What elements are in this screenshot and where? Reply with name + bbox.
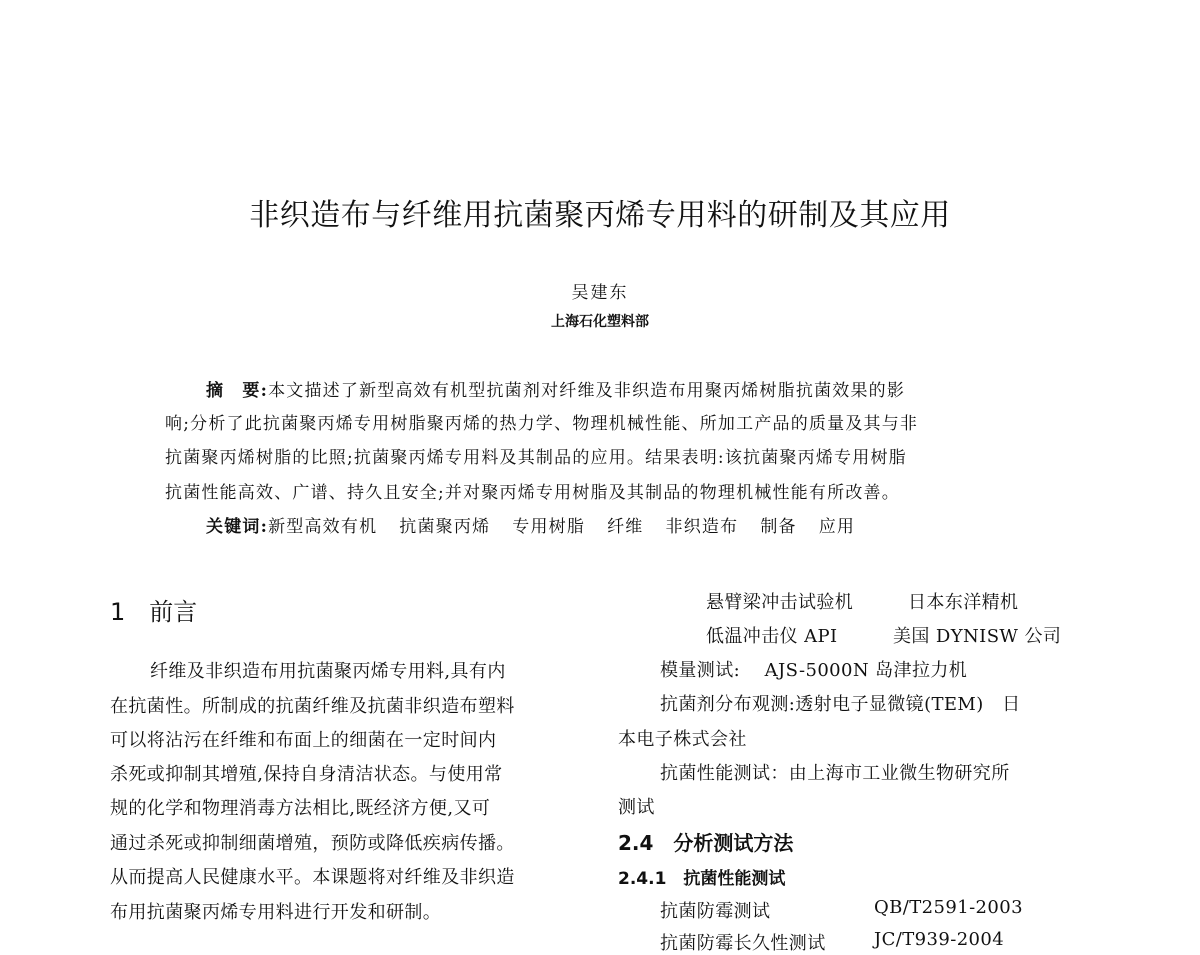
subsection-heading: 2.4 分析测试方法 — [618, 831, 794, 855]
author-affiliation: 上海石化塑料部 — [551, 314, 649, 330]
modulus-test: 模量测试: AJS-5000N 岛津拉力机 — [660, 660, 968, 681]
subsubsection-heading: 2.4.1 抗菌性能测试 — [618, 869, 786, 889]
test-name: 抗菌防霉长久性测试 — [660, 933, 826, 954]
paragraph-line: 可以将沾污在纤维和布面上的细菌在一定时间内 — [110, 730, 497, 751]
keyword: 专用树脂 — [512, 517, 586, 537]
keywords — [206, 512, 855, 537]
equipment-maker: 美国 DYNISW 公司 — [893, 626, 1062, 647]
keyword: 应用 — [818, 517, 856, 537]
abstract-line: 摘 要:本文描述了新型高效有机型抗菌剂对纤维及非织造布用聚丙烯树脂抗菌效果的影 — [206, 381, 906, 401]
keyword: 非织造布 — [665, 517, 739, 537]
test-standard: JC/T939-2004 — [874, 929, 1005, 950]
abstract-line: 抗菌聚丙烯树脂的比照;抗菌聚丙烯专用料及其制品的应用。结果表明:该抗菌聚丙烯专用树脂 — [165, 448, 907, 468]
paragraph-line: 测试 — [618, 797, 655, 818]
paragraph-line: 抗菌性能测试：由上海市工业微生物研究所 — [660, 763, 1010, 784]
paper-title: 非织造布与纤维用抗菌聚丙烯专用料的研制及其应用 — [249, 198, 951, 233]
abstract-label: 摘 要: — [206, 381, 269, 401]
equipment-name: 低温冲击仪 API — [706, 626, 838, 647]
keyword: 抗菌聚丙烯 — [399, 517, 491, 537]
paragraph-line: 杀死或抑制其增殖,保持自身清洁状态。与使用常 — [110, 764, 503, 785]
paragraph-line: 纤维及非织造布用抗菌聚丙烯专用料,具有内 — [150, 661, 506, 682]
paragraph-line: 从而提高人民健康水平。本课题将对纤维及非织造 — [110, 867, 515, 888]
section-heading: 1 前言 — [110, 598, 198, 626]
paragraph-line: 在抗菌性。所制成的抗菌纤维及抗菌非织造布塑料 — [110, 696, 515, 717]
test-standard: QB/T2591-2003 — [874, 897, 1023, 918]
author-name: 吴建东 — [571, 283, 629, 303]
paragraph-line: 通过杀死或抑制细菌增殖，预防或降低疾病传播。 — [110, 833, 515, 854]
equipment-maker: 日本东洋精机 — [908, 592, 1019, 613]
paragraph-line: 抗菌剂分布观测:透射电子显微镜(TEM) 日 — [660, 694, 1021, 715]
paragraph-line: 本电子株式会社 — [618, 729, 747, 750]
paragraph-line: 规的化学和物理消毒方法相比,既经济方便,又可 — [110, 798, 491, 819]
keyword: 新型高效有机 — [268, 517, 378, 537]
keywords-label: 关键词: — [206, 517, 269, 537]
paragraph-line: 布用抗菌聚丙烯专用料进行开发和研制。 — [110, 902, 442, 923]
keyword: 制备 — [760, 517, 797, 537]
test-name: 抗菌防霉测试 — [660, 901, 771, 922]
keyword: 纤维 — [607, 517, 644, 537]
abstract-line: 响;分析了此抗菌聚丙烯专用树脂聚丙烯的热力学、物理机械性能、所加工产品的质量及其与非 — [165, 414, 919, 434]
abstract-line: 抗菌性能高效、广谱、持久且安全;并对聚丙烯专用树脂及其制品的物理机械性能有所改善。 — [165, 483, 900, 503]
equipment-name: 悬臂梁冲击试验机 — [706, 592, 854, 613]
